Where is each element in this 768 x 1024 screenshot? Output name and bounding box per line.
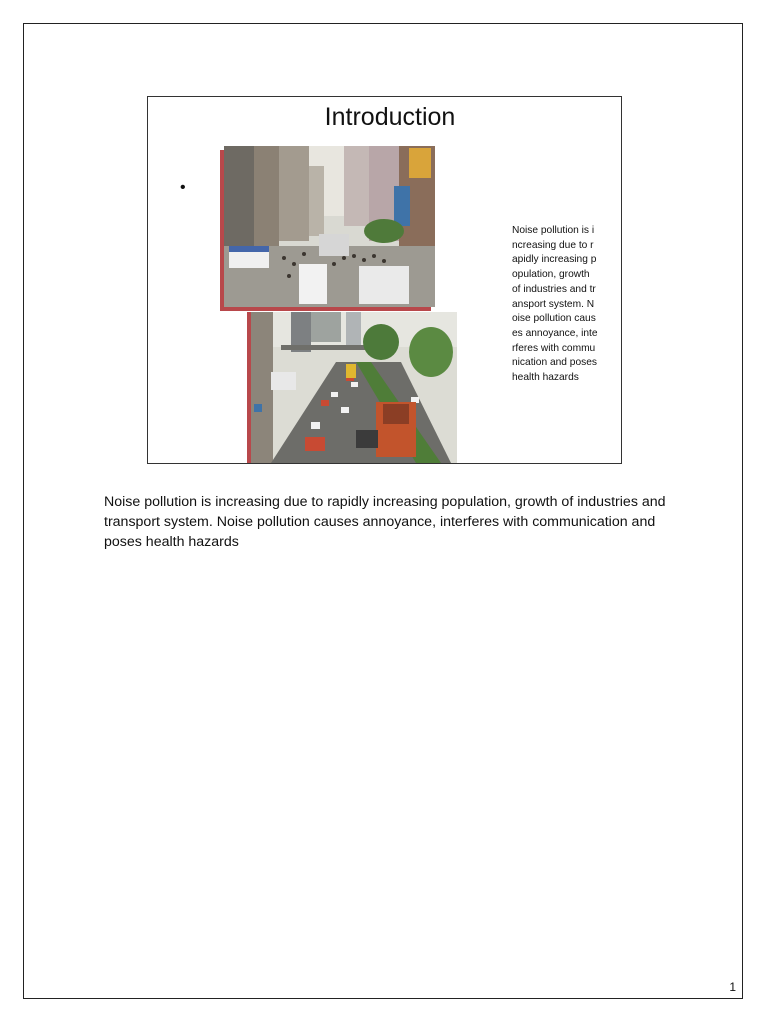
page-number: 1 <box>729 980 736 994</box>
speaker-notes-text: Noise pollution is increasing due to rapidly increasing population, growth of industries and transport system. Noise pollution causes annoyance, interferes with communication and poses health hazards <box>104 494 666 550</box>
slide-title: Introduction <box>324 103 456 131</box>
traffic-road-photo <box>247 312 457 463</box>
street-crowd-illustration <box>224 146 435 307</box>
slide-thumbnail <box>147 96 622 464</box>
slide-bullet: • <box>180 179 186 196</box>
slide-body-text: Noise pollution is increasing due to rapidly increasing population, growth of industries and transport system. Noise pollution causes annoyance, interferes with communication and poses health hazards <box>512 225 598 384</box>
street-crowd-photo <box>224 146 435 307</box>
traffic-road-illustration <box>251 312 457 463</box>
